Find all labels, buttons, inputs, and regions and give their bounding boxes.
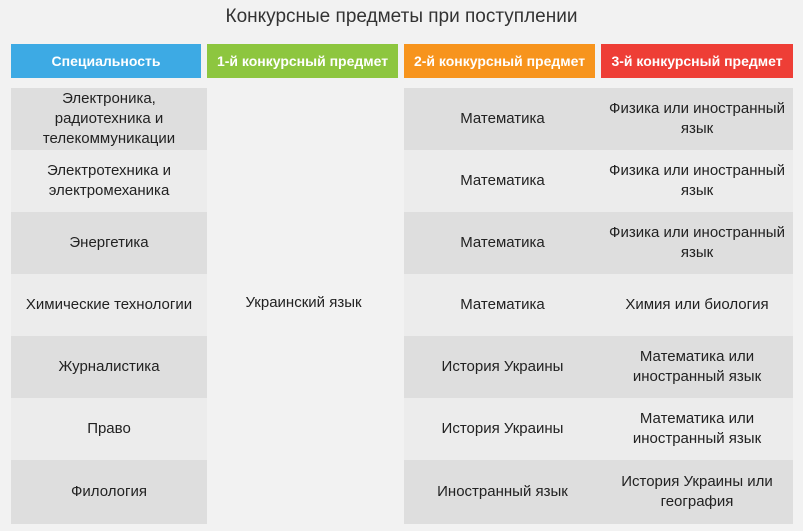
header-specialty: Специальность [11,44,201,78]
subject-2-column [404,88,601,524]
subject-2-cell: Математика [404,88,601,150]
specialty-column [11,88,207,524]
subject-2-cell: История Украины [404,336,601,398]
subject-2-cell: Математика [404,274,601,336]
subject-2-cell: Математика [404,212,601,274]
subject-3-cell: Химия или биология [601,274,793,336]
specialty-cell: Электротехника и электромеханика [11,150,207,212]
specialty-cell: Химические технологии [11,274,207,336]
specialty-cell: Энергетика [11,212,207,274]
specialty-cell: Право [11,398,207,460]
subject-3-cell: Физика или иностранный язык [601,150,793,212]
header-subject-3: 3-й конкурсный предмет [601,44,793,78]
subject-3-cell: История Украины или география [601,460,793,524]
page-title: Конкурсные предметы при поступлении [225,6,578,27]
subject-2-cell: История Украины [404,398,601,460]
header-subject-2: 2-й конкурсный предмет [404,44,595,78]
subject-1-text: Украинский язык [245,293,362,311]
specialty-cell: Филология [11,460,207,524]
subject-3-column [601,88,793,524]
subject-2-cell: Иностранный язык [404,460,601,524]
specialty-cell: Электроника, радиотехника и телекоммуникации [11,88,207,150]
subject-3-cell: Математика или иностранный язык [601,336,793,398]
specialty-cell: Журналистика [11,336,207,398]
subject-3-cell: Физика или иностранный язык [601,212,793,274]
header-subject-1: 1-й конкурсный предмет [207,44,398,78]
subject-1-column [207,80,404,524]
subject-2-cell: Математика [404,150,601,212]
subject-3-cell: Физика или иностранный язык [601,88,793,150]
subject-1-cell [207,80,404,524]
subject-3-cell: Математика или иностранный язык [601,398,793,460]
